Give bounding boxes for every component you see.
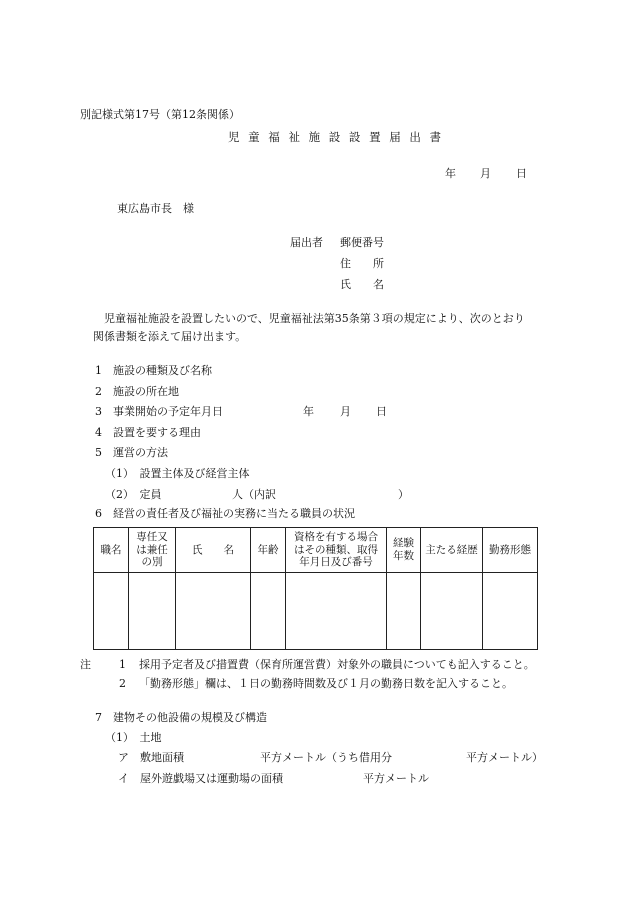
- header-qualification: 資格を有する場合 はその種類、取得 年月日及び番号: [286, 528, 387, 573]
- intro-text-cont: 関係書類を添えて届け出ます。: [93, 330, 247, 343]
- start-month-label: 月: [340, 405, 351, 418]
- staff-table: [93, 527, 538, 650]
- form-number: 別記様式第17号（第12条関係）: [80, 108, 240, 121]
- playground-area-unit: 平方メートル: [363, 772, 429, 785]
- header-name: 氏 名: [176, 528, 251, 573]
- header-main-career: 主たる経歴: [421, 528, 483, 573]
- item-staff-status: 6 経営の責任者及び福祉の実務に当たる職員の状況: [95, 507, 355, 520]
- leased-area-unit: 平方メートル）: [466, 751, 543, 764]
- start-year-label: 年: [303, 405, 314, 418]
- capacity-unit: 人（内訳: [232, 488, 276, 501]
- item-capacity: （2） 定員: [105, 488, 162, 501]
- table-row: [94, 573, 538, 650]
- note-1: 採用予定者及び措置費（保育所運営費）対象外の職員についても記入すること。: [139, 658, 535, 671]
- item-land: （1） 土地: [105, 731, 162, 744]
- header-experience-years: 経験 年数: [387, 528, 421, 573]
- note-2: 「勤務形態」欄は、１日の勤務時間数及び１月の勤務日数を記入すること。: [139, 677, 513, 690]
- name-label: 氏 名: [340, 278, 384, 291]
- notifier-label: 届出者: [290, 236, 323, 249]
- item-start-date: 3 事業開始の予定年月日: [95, 405, 223, 418]
- header-fulltime-parttime: 専任又 は兼任 の別: [129, 528, 176, 573]
- land-area-label: ア 敷地面積: [118, 751, 184, 764]
- address-label: 住 所: [340, 257, 384, 270]
- start-day-label: 日: [376, 405, 387, 418]
- date-day-label: 日: [516, 167, 527, 180]
- date-year-label: 年: [445, 167, 456, 180]
- postal-code-label: 郵便番号: [340, 236, 384, 249]
- cell-main-career[interactable]: [421, 573, 483, 650]
- cell-name[interactable]: [176, 573, 251, 650]
- item-operation: 5 運営の方法: [95, 446, 168, 459]
- item-facility-type: 1 施設の種類及び名称: [95, 364, 212, 377]
- cell-work-pattern[interactable]: [483, 573, 538, 650]
- document-title: 児 童 福 祉 施 設 設 置 届 出 書: [228, 130, 444, 144]
- item-facility-location: 2 施設の所在地: [95, 385, 179, 398]
- playground-area-label: イ 屋外遊戯場又は運動場の面積: [118, 772, 283, 785]
- capacity-close: ）: [398, 488, 409, 501]
- intro-text: 児童福祉施設を設置したいので、児童福祉法第35条第３項の規定により、次のとおり: [104, 312, 525, 325]
- item-reason: 4 設置を要する理由: [95, 426, 201, 439]
- cell-experience-years[interactable]: [387, 573, 421, 650]
- item-operating-body: （1） 設置主体及び経営主体: [105, 467, 250, 480]
- notes-label: 注: [80, 658, 91, 671]
- addressee: 東広島市長 様: [117, 202, 194, 215]
- header-age: 年齢: [251, 528, 286, 573]
- cell-fulltime-parttime[interactable]: [129, 573, 176, 650]
- header-job-title: 職名: [94, 528, 129, 573]
- cell-qualification[interactable]: [286, 573, 387, 650]
- header-work-pattern: 勤務形態: [483, 528, 538, 573]
- note-2-number: 2: [119, 677, 126, 690]
- date-month-label: 月: [480, 167, 491, 180]
- cell-age[interactable]: [251, 573, 286, 650]
- item-building-scale: 7 建物その他設備の規模及び構造: [95, 711, 267, 724]
- note-1-number: 1: [119, 658, 126, 671]
- land-area-unit: 平方メートル（うち借用分: [260, 751, 392, 764]
- cell-job-title[interactable]: [94, 573, 129, 650]
